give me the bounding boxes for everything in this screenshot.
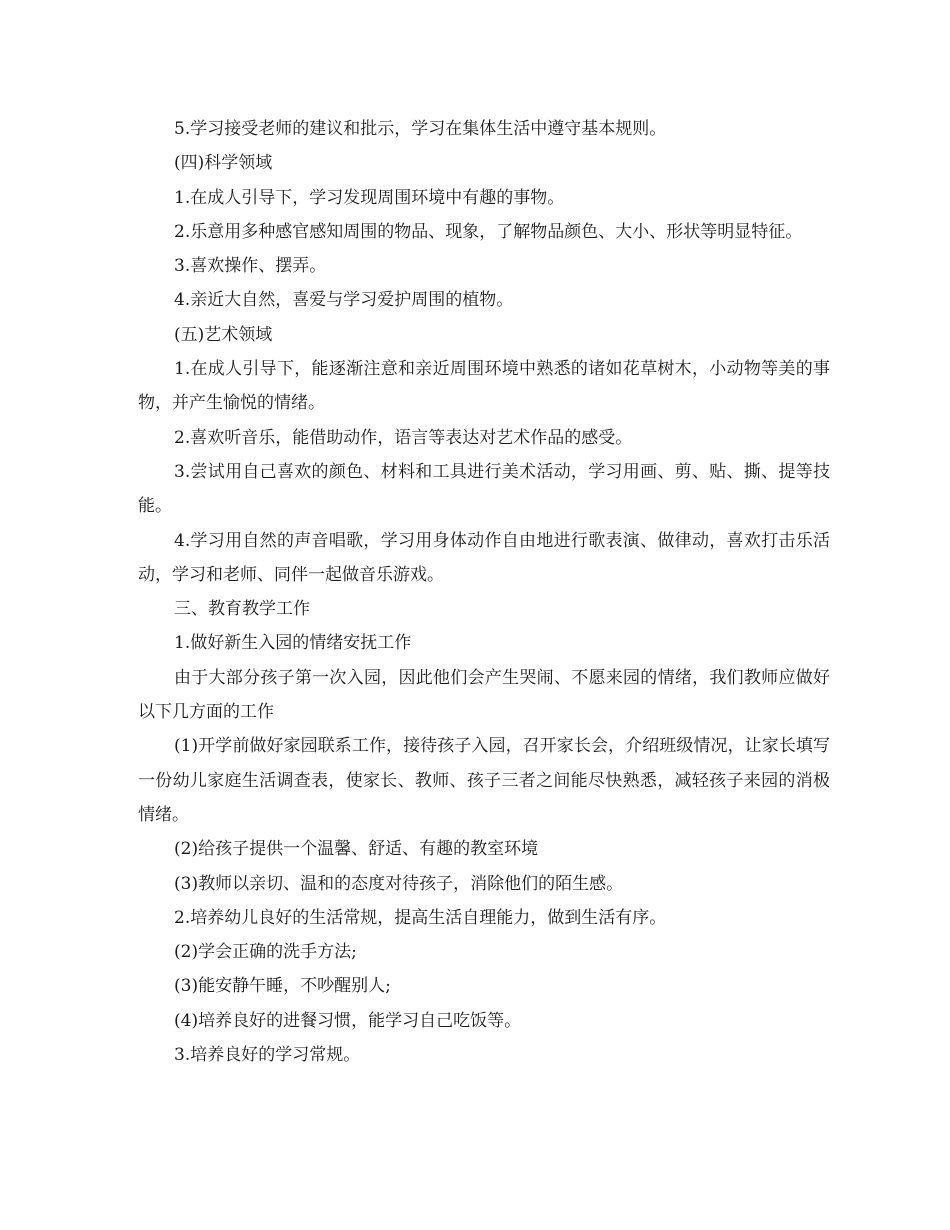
paragraph: 由于大部分孩子第一次入园，因此他们会产生哭闹、不愿来园的情绪，我们教师应做好以下几方面的工作 bbox=[138, 667, 830, 723]
paragraph: 2.培养幼儿良好的生活常规，提高生活自理能力，做到生活有序。 bbox=[174, 907, 667, 928]
paragraph: 1.在成人引导下，学习发现周围环境中有趣的事物。 bbox=[174, 187, 565, 208]
section-heading-teaching: 三、教育教学工作 bbox=[174, 599, 310, 620]
paragraph: (2)学会正确的洗手方法; bbox=[174, 942, 357, 963]
section-heading-art: (五)艺术领域 bbox=[174, 324, 273, 345]
paragraph: 3.培养良好的学习常规。 bbox=[174, 1045, 361, 1066]
paragraph: 3.尝试用自己喜欢的颜色、材料和工具进行美术活动，学习用画、剪、贴、撕、提等技能。 bbox=[138, 461, 830, 517]
paragraph: 5.学习接受老师的建议和批示，学习在集体生活中遵守基本规则。 bbox=[174, 119, 667, 139]
paragraph: (4)培养良好的进餐习惯，能学习自己吃饭等。 bbox=[174, 1010, 522, 1031]
paragraph: 2.乐意用多种感官感知周围的物品、现象，了解物品颜色、大小、形状等明显特征。 bbox=[174, 221, 803, 242]
paragraph: 2.喜欢听音乐，能借助动作，语言等表达对艺术作品的感受。 bbox=[174, 427, 633, 448]
paragraph: 3.喜欢操作、摆弄。 bbox=[174, 256, 327, 277]
paragraph: 4.学习用自然的声音唱歌，学习用身体动作自由地进行歌表演、做律动，喜欢打击乐活动，学习和老师、同伴一起做音乐游戏。 bbox=[138, 530, 830, 585]
paragraph: (2)给孩子提供一个温馨、舒适、有趣的教室环境 bbox=[174, 839, 539, 860]
paragraph: (3)教师以亲切、温和的态度对待孩子，消除他们的陌生感。 bbox=[174, 873, 624, 894]
paragraph: 1.在成人引导下，能逐渐注意和亲近周围环境中熟悉的诸如花草树木，小动物等美的事物，并产生愉悦的情绪。 bbox=[138, 359, 830, 414]
paragraph: (1)开学前做好家园联系工作，接待孩子入园，召开家长会，介绍班级情况，让家长填写一份幼儿家庭生活调查表，使家长、教师、孩子三者之间能尽快熟悉，减轻孩子来园的消极情绪。 bbox=[138, 736, 830, 825]
paragraph: 4.亲近大自然，喜爱与学习爱护周围的植物。 bbox=[174, 290, 514, 311]
paragraph: (3)能安静午睡，不吵醒别人; bbox=[174, 976, 391, 997]
section-heading-science: (四)科学领域 bbox=[174, 153, 273, 174]
paragraph: 1.做好新生入园的情绪安抚工作 bbox=[174, 633, 412, 654]
